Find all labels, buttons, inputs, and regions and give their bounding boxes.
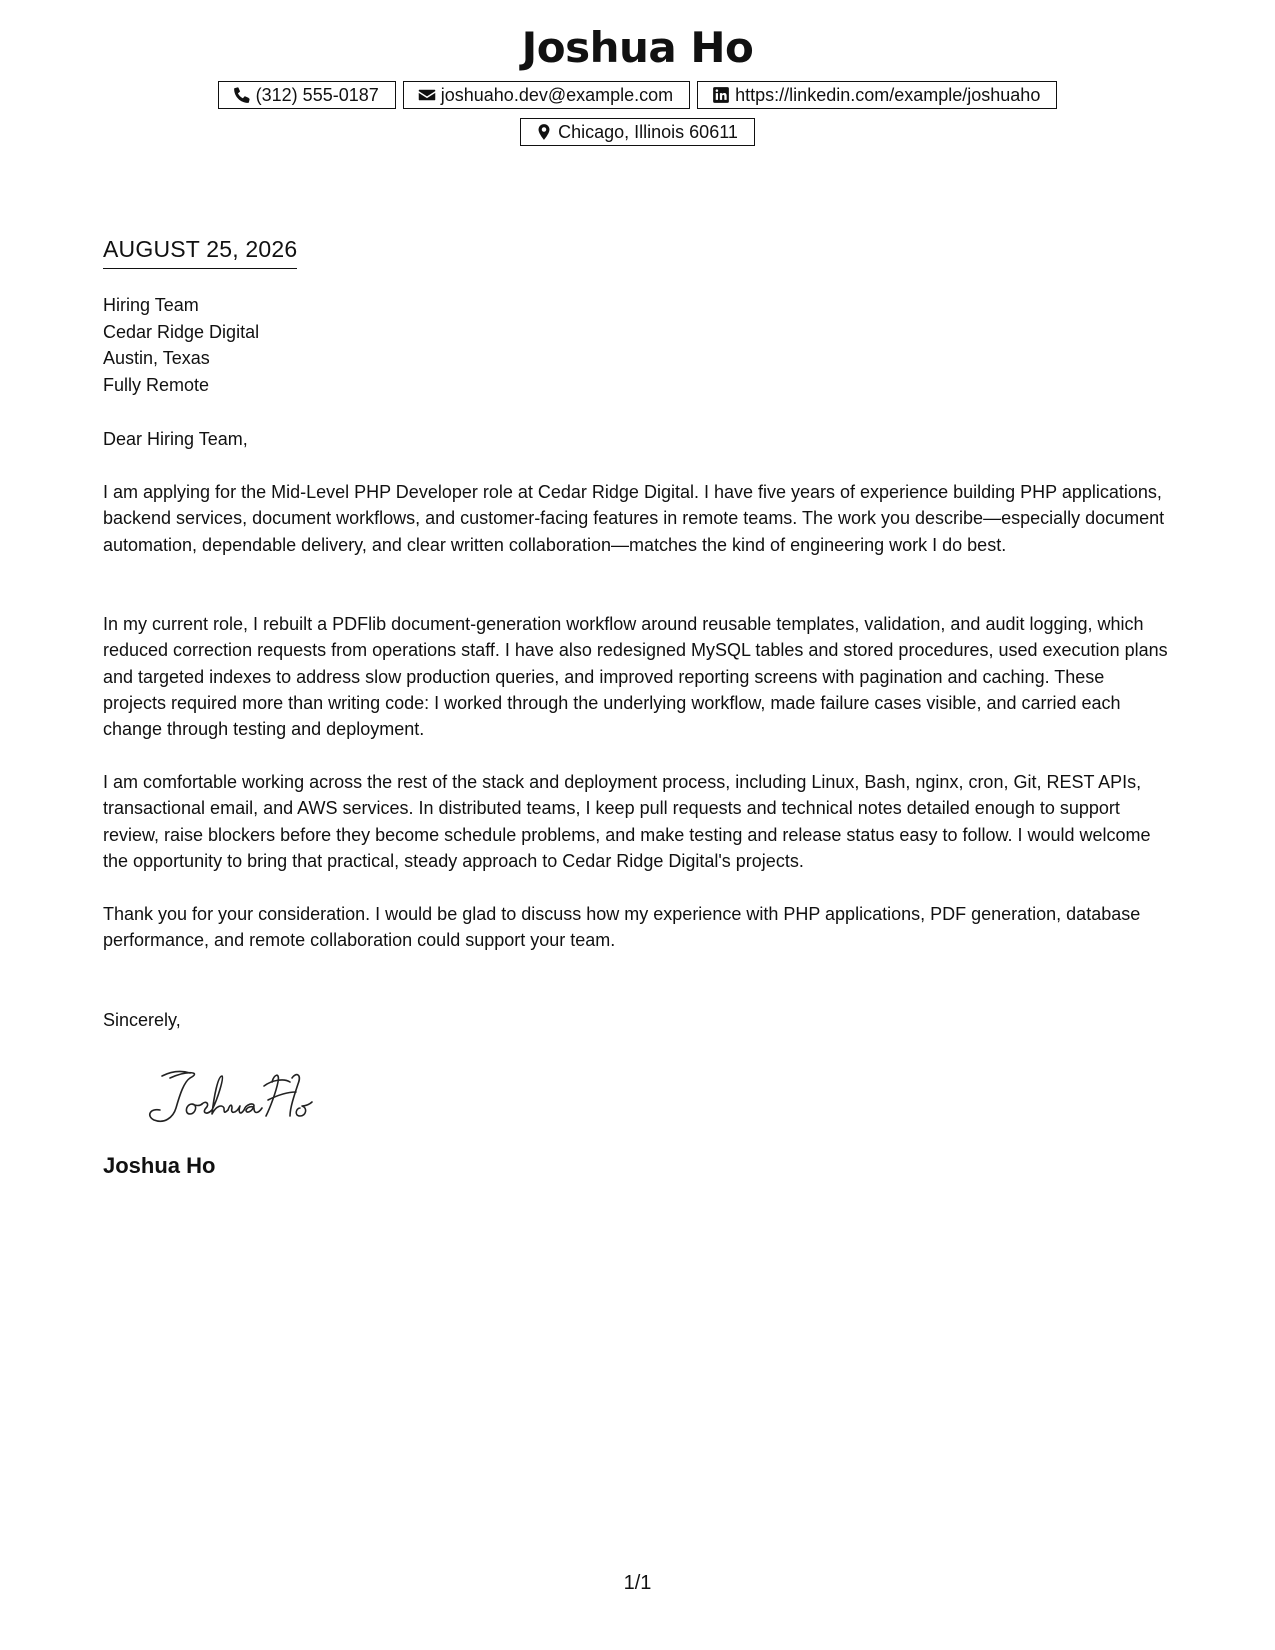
location-contact	[520, 118, 755, 146]
body-paragraph: I am applying for the Mid-Level PHP Developer role at Cedar Ridge Digital. I have five years of experience building PHP applications, backend services, document workflows, and customer-facing features in remote teams. The work you describe—especially document automation, dependable delivery, and clear written collaboration—matches the kind of engineering work I do best.	[103, 482, 1165, 555]
letter-date: AUGUST 25, 2026	[103, 234, 297, 269]
signer-name: Joshua Ho	[103, 1153, 216, 1178]
contact-row-location	[0, 118, 1275, 146]
email-contact	[403, 81, 690, 109]
phone-text: (312) 555-0187	[255, 84, 379, 105]
phone-icon	[233, 86, 251, 104]
recipient-line: Hiring Team	[103, 295, 199, 315]
recipient-line: Fully Remote	[103, 374, 210, 395]
page-number: 1/1	[623, 1572, 652, 1594]
linkedin-icon	[712, 86, 730, 104]
linkedin-contact	[697, 81, 1057, 109]
phone-contact	[218, 81, 396, 109]
body-paragraph: In my current role, I rebuilt a PDFlib document-generation workflow around reusable templates, validation, and audit logging, which reduced correction requests from operations staff. I have also redesigned MySQL tables and stored procedures, used execution plans and targeted indexes to address slow production queries, and improved reporting screens with pagination and caching. These projects required more than writing code: I worked through the underlying workflow, made failure cases visible, and carried each change through testing and deployment.	[103, 614, 1168, 740]
linkedin-text: https://linkedin.com/example/joshuaho	[735, 84, 1041, 105]
recipient-line: Cedar Ridge Digital	[103, 321, 260, 342]
recipient-line: Austin, Texas	[103, 348, 210, 368]
body-paragraph: Thank you for your consideration. I would be glad to discuss how my experience with PHP applications, PDF generation, database performance, and remote collaboration could support your team.	[103, 904, 1141, 951]
email-text: joshuaho.dev@example.com	[440, 84, 674, 105]
salutation: Dear Hiring Team,	[103, 429, 248, 449]
envelope-icon	[418, 86, 436, 104]
contact-row	[0, 81, 1275, 109]
location-text: Chicago, Illinois 60611	[558, 121, 738, 142]
applicant-name-heading: Joshua Ho	[521, 23, 754, 72]
handwritten-signature	[140, 1064, 330, 1134]
map-pin-icon	[535, 123, 553, 141]
body-paragraph: I am comfortable working across the rest of the stack and deployment process, including Linux, Bash, nginx, cron, Git, REST APIs, transactional email, and AWS services. In distributed teams, I keep pull requests and technical notes detailed enough to support review, raise blockers before they become schedule problems, and make testing and release status easy to follow. I would welcome the opportunity to bring that practical, steady approach to Cedar Ridge Digital's projects.	[103, 772, 1151, 871]
recipient-block	[103, 292, 259, 398]
closing: Sincerely,	[103, 1010, 181, 1030]
